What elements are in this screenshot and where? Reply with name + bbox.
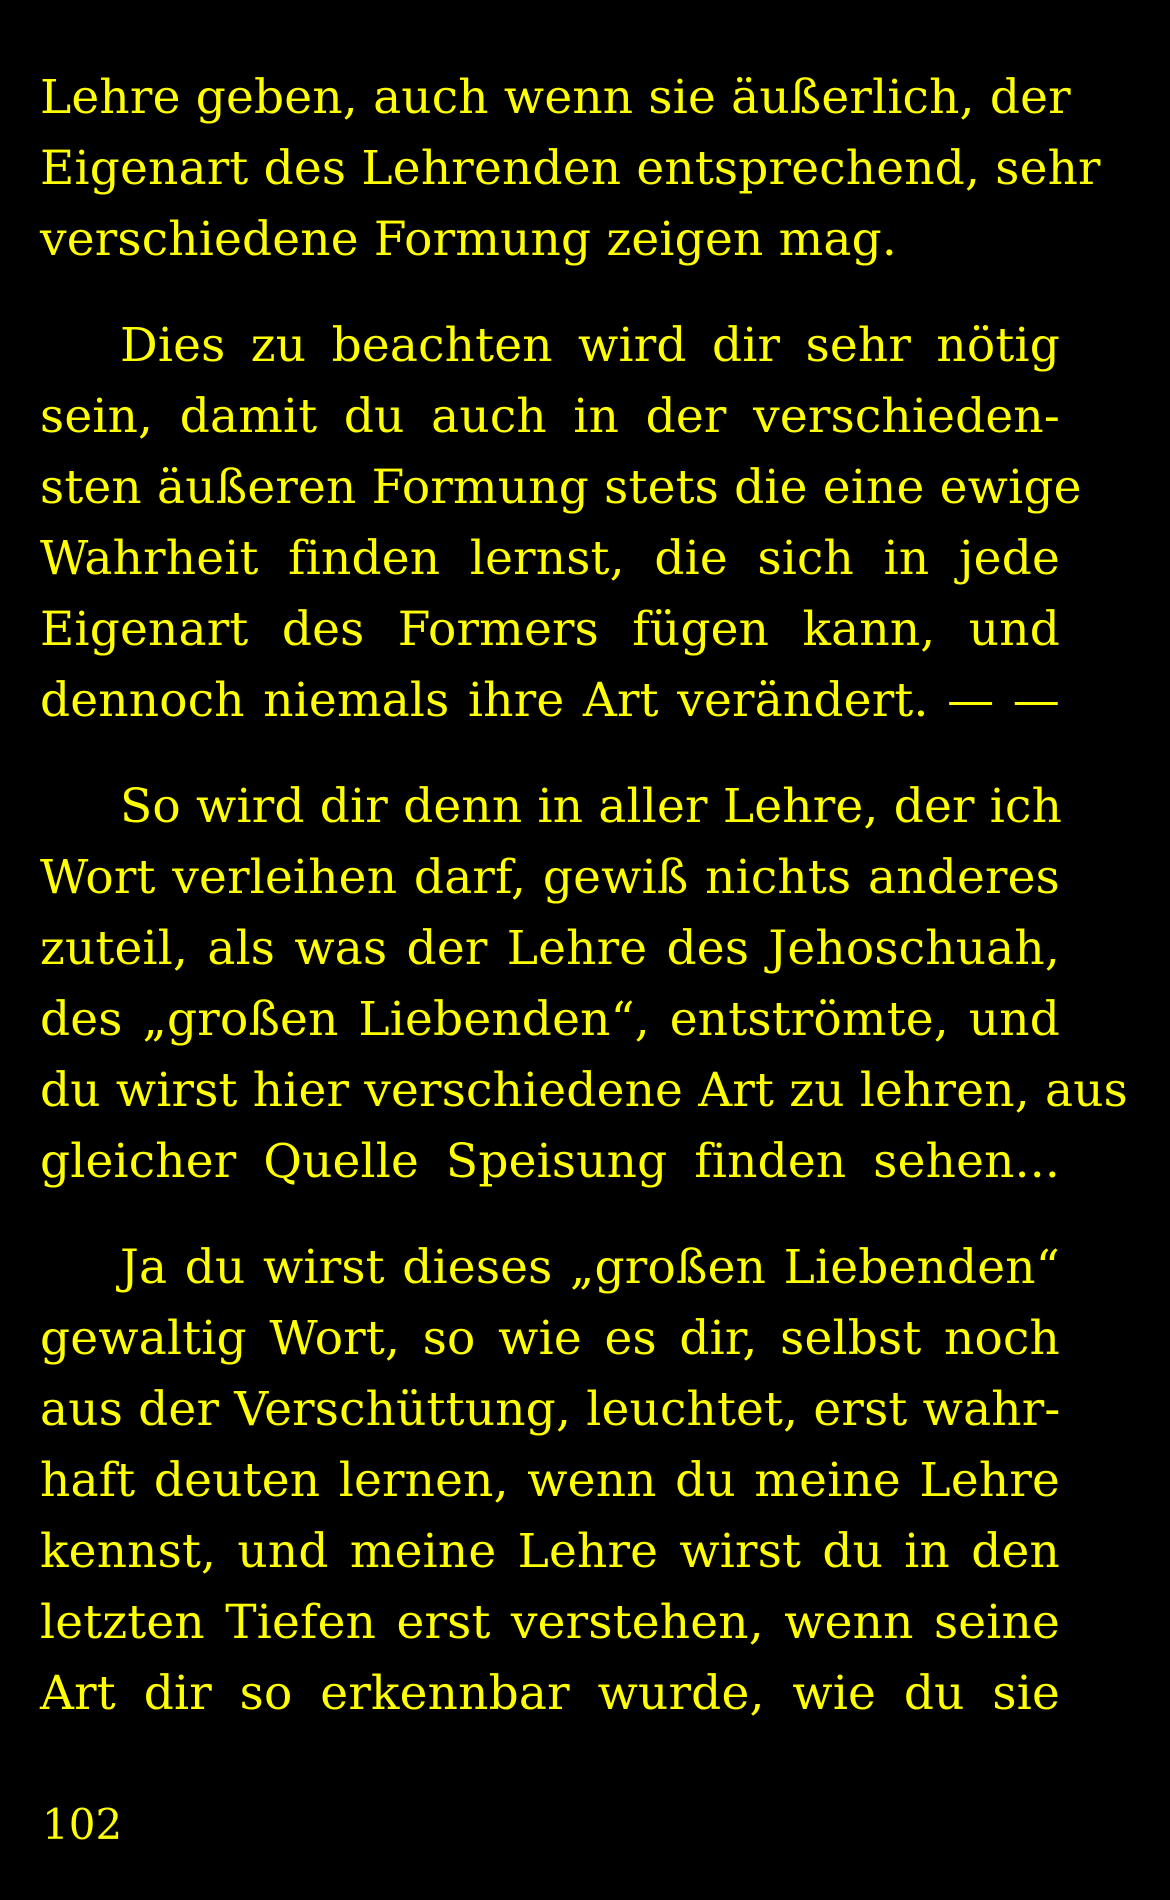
text-line: du wirst hier verschiedene Art zu lehren, aus <box>40 1063 1128 1118</box>
text-line: Eigenart des Lehrenden entsprechend, sehr <box>40 141 1101 196</box>
text-line: verschiedene Formung zeigen mag. <box>40 212 897 267</box>
text-line: zuteil, als was der Lehre des Jehoschuah, <box>40 921 1060 976</box>
text-line: gleicher Quelle Speisung finden sehen... <box>40 1134 1060 1189</box>
text-line: haft deuten lernen, wenn du meine Lehre <box>40 1453 1060 1508</box>
text-line: sein, damit du auch in der verschieden- <box>40 389 1060 444</box>
text-line: Lehre geben, auch wenn sie äußerlich, der <box>40 70 1071 125</box>
text-line: aus der Verschüttung, leuchtet, erst wahr- <box>40 1382 1061 1437</box>
page-number: 102 <box>42 1800 123 1849</box>
paragraph-spacer <box>40 1197 1060 1232</box>
text-line: Wahrheit finden lernst, die sich in jede <box>40 531 1060 586</box>
text-line: So wird dir denn in aller Lehre, der ich <box>120 779 1063 834</box>
text-line: des „großen Liebenden“, entströmte, und <box>40 992 1060 1047</box>
paragraph-spacer <box>40 736 1060 771</box>
paragraph-4 <box>40 1232 1060 1729</box>
text-line: letzten Tiefen erst verstehen, wenn seine <box>40 1595 1060 1650</box>
paragraph-1 <box>40 62 1101 275</box>
text-line: Art dir so erkennbar wurde, wie du sie <box>40 1666 1060 1721</box>
paragraph-3 <box>40 771 1128 1197</box>
text-line: gewaltig Wort, so wie es dir, selbst noch <box>40 1311 1060 1366</box>
text-line: Eigenart des Formers fügen kann, und <box>40 602 1060 657</box>
text-line: Wort verleihen darf, gewiß nichts anderes <box>40 850 1060 905</box>
text-line: dennoch niemals ihre Art verändert. — — <box>40 673 1060 728</box>
text-line: sten äußeren Formung stets die eine ewige <box>40 460 1082 515</box>
book-page-text <box>40 62 1128 1729</box>
text-line: kennst, und meine Lehre wirst du in den <box>40 1524 1060 1579</box>
paragraph-spacer <box>40 275 1060 310</box>
paragraph-2 <box>40 310 1082 736</box>
text-line: Ja du wirst dieses „großen Liebenden“ <box>120 1240 1060 1295</box>
text-line: Dies zu beachten wird dir sehr nötig <box>120 318 1060 373</box>
